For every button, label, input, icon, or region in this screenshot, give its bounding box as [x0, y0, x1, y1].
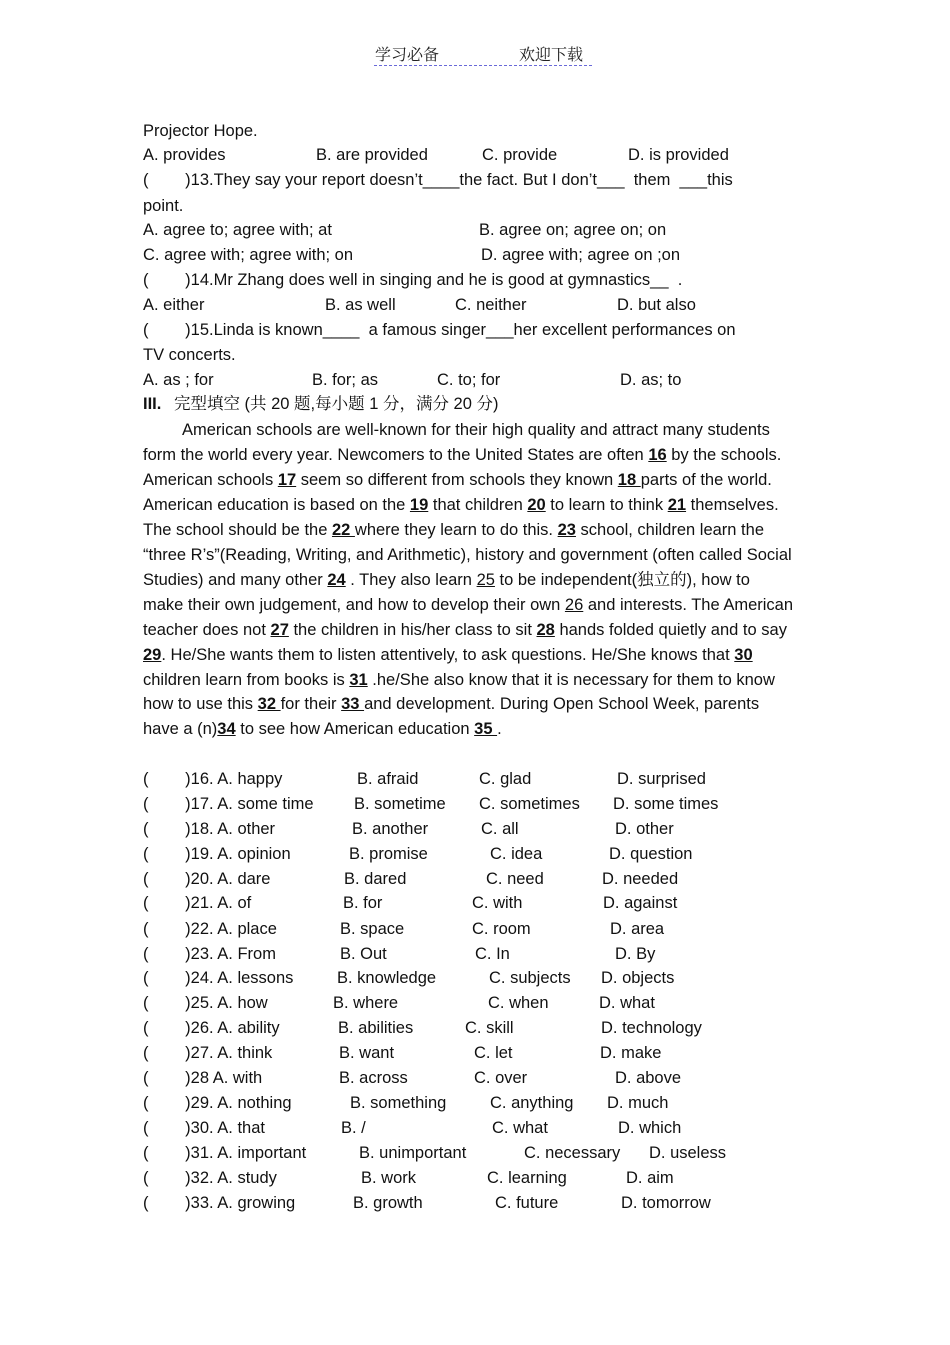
option-c: C. neither: [455, 296, 527, 314]
header-left: 学习必备: [375, 45, 440, 64]
blank-19: 19: [409, 495, 429, 514]
blank-23: 23: [557, 520, 576, 539]
option-c: C. to; for: [437, 371, 501, 389]
blank-24: 24: [327, 570, 346, 589]
blank-31: 31: [349, 670, 368, 689]
text-line: point.: [143, 197, 184, 215]
option-a: A. as ; for: [143, 371, 214, 389]
option-c: C. agree with; agree with; on: [143, 246, 354, 264]
blank-32: 32: [257, 695, 281, 714]
question-13: ( )13.They say your report doesn’t____the fact. But I don’t___ them ___this: [143, 171, 733, 189]
section-title: 完型填空 (共 20 题,每小题 1 分，满分 20 分): [173, 395, 499, 413]
option-d: D. agree with; agree on ;on: [481, 246, 681, 264]
question-14: ( )14.Mr Zhang does well in singing and he is good at gymnastics__ .: [143, 271, 683, 289]
question-15: ( )15.Linda is known____ a famous singer___her excellent performances on: [143, 321, 736, 339]
blank-30: 30: [734, 645, 753, 664]
option-b: B. agree on; agree on; on: [479, 221, 667, 239]
blank-18: 18: [617, 470, 641, 489]
blank-28: 28: [536, 620, 555, 639]
text-line: TV concerts.: [143, 346, 236, 364]
page-header: [374, 41, 592, 66]
option-b: B. for; as: [312, 371, 379, 389]
blank-17: 17: [277, 470, 297, 489]
blank-35: 35: [474, 720, 498, 739]
text-line: Projector Hope.: [143, 122, 258, 140]
section-number: III.: [143, 395, 162, 413]
blank-26: 26: [564, 595, 584, 614]
option-d: D. but also: [617, 296, 696, 314]
blank-22: 22: [331, 520, 355, 539]
option-d: D. is provided: [628, 146, 729, 164]
option-b: B. as well: [325, 296, 396, 314]
header-right: 欢迎下载: [519, 45, 584, 64]
option-a: A. agree to; agree with; at: [143, 221, 332, 239]
blank-34: 34: [217, 720, 236, 739]
option-c: C. provide: [482, 146, 558, 164]
blank-27: 27: [270, 620, 289, 639]
cloze-passage: American schools are well-known for their high quality and attract many students form the world every year. Newcomers to the United States are often 16 by the schools. American schools 17 seem so different from schools they known 18 parts of the world. American education is based on the 19 that children 20 to learn to think 21 themselves. The school should be the 22 where they learn to do this. 23 school, children learn the “three R’s”(Reading, Writing, and Arithmetic), history and government (often called Social Studies) and many other 24 . They also learn 25 to be independent(独立的), how to make their own judgement, and how to develop their own 26 and interests. The American teacher does not 27 the children in his/her class to sit 28 hands folded quietly and to say 29. He/She wants them to listen attentively, to ask questions. He/She knows that 30 children learn from books is 31 .he/She also know that it is necessary for them to know how to use this 32 for their 33 and development. During Open School Week, parents have a (n)34 to see how American education 35 .: [143, 421, 794, 739]
option-b: B. are provided: [316, 146, 428, 164]
blank-33: 33: [341, 695, 365, 714]
option-a: A. provides: [143, 146, 226, 164]
blank-25: 25: [476, 570, 495, 589]
option-a: A. either: [143, 296, 205, 314]
section-heading: [143, 392, 498, 416]
blank-16: 16: [648, 445, 667, 464]
blank-20: 20: [527, 495, 546, 514]
option-d: D. as; to: [620, 371, 682, 389]
blank-29: 29: [143, 645, 162, 664]
blank-21: 21: [667, 495, 687, 514]
